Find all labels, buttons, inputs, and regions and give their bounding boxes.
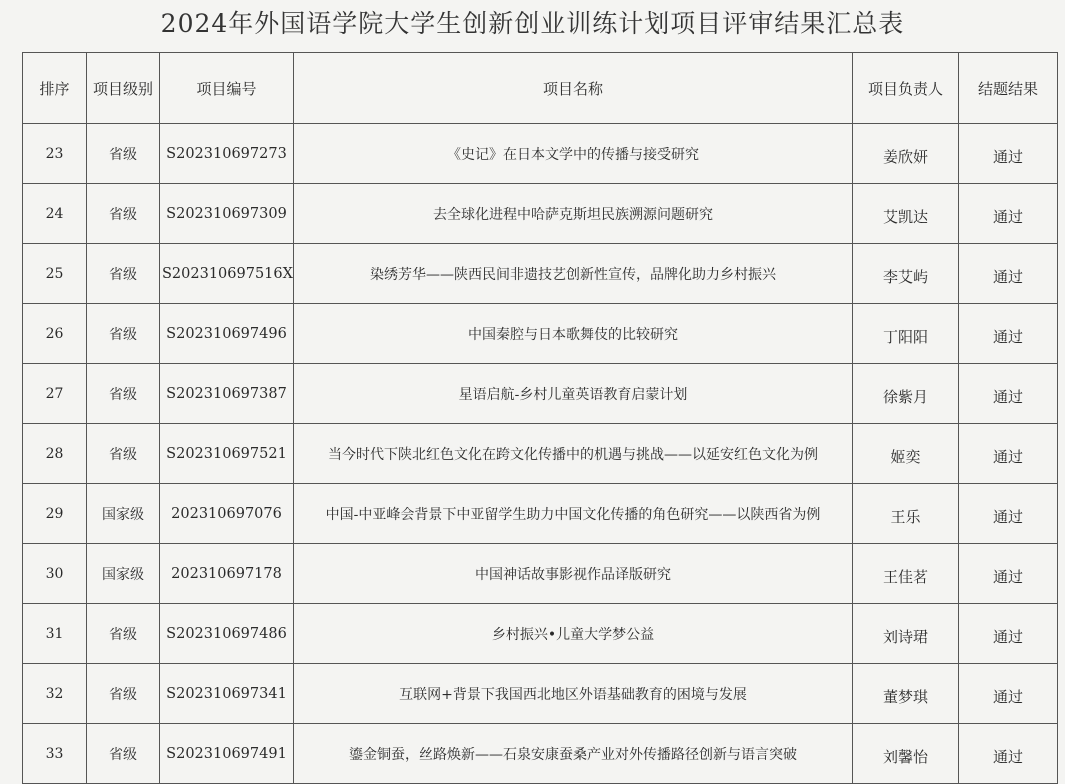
- table-row: [23, 484, 1058, 544]
- table-cell-level: 省级: [87, 664, 160, 724]
- table-cell-rank: 33: [23, 724, 87, 784]
- table-row: [23, 304, 1058, 364]
- table-cell-rank: 32: [23, 664, 87, 724]
- table-cell-name: 染绣芳华——陕西民间非遗技艺创新性宣传，品牌化助力乡村振兴: [294, 244, 853, 304]
- table-cell-leader: 艾凯达: [853, 184, 959, 244]
- table-cell-result: 通过: [959, 724, 1058, 784]
- table-cell-result: 通过: [959, 304, 1058, 364]
- table-cell-leader: 刘诗珺: [853, 604, 959, 664]
- header-code: 项目编号: [160, 53, 294, 124]
- table-cell-result: 通过: [959, 244, 1058, 304]
- table-cell-code: 202310697178: [160, 544, 294, 604]
- table-cell-result: 通过: [959, 184, 1058, 244]
- table-row: [23, 244, 1058, 304]
- table-cell-name: 《史记》在日本文学中的传播与接受研究: [294, 124, 853, 184]
- table-cell-level: 省级: [87, 424, 160, 484]
- table-cell-result: 通过: [959, 484, 1058, 544]
- results-table: [22, 52, 1058, 784]
- table-cell-code: S202310697486: [160, 604, 294, 664]
- table-cell-level: 省级: [87, 244, 160, 304]
- table-cell-name: 中国神话故事影视作品译版研究: [294, 544, 853, 604]
- table-cell-leader: 姬奕: [853, 424, 959, 484]
- table-row: [23, 664, 1058, 724]
- table-cell-rank: 26: [23, 304, 87, 364]
- table-row: [23, 724, 1058, 784]
- table-cell-rank: 28: [23, 424, 87, 484]
- table-cell-rank: 29: [23, 484, 87, 544]
- table-cell-code: S202310697387: [160, 364, 294, 424]
- table-cell-code: S202310697516X: [160, 244, 294, 304]
- table-cell-code: S202310697309: [160, 184, 294, 244]
- table-cell-leader: 王乐: [853, 484, 959, 544]
- table-cell-rank: 24: [23, 184, 87, 244]
- table-cell-leader: 李艾屿: [853, 244, 959, 304]
- table-row: [23, 364, 1058, 424]
- table-row: [23, 604, 1058, 664]
- table-cell-level: 省级: [87, 724, 160, 784]
- table-cell-rank: 30: [23, 544, 87, 604]
- table-cell-result: 通过: [959, 604, 1058, 664]
- table-body: [23, 124, 1058, 784]
- table-cell-leader: 丁阳阳: [853, 304, 959, 364]
- header-rank: 排序: [23, 53, 87, 124]
- table-row: [23, 124, 1058, 184]
- table-cell-rank: 27: [23, 364, 87, 424]
- header-name: 项目名称: [294, 53, 853, 124]
- table-row: [23, 184, 1058, 244]
- table-cell-name: 乡村振兴•儿童大学梦公益: [294, 604, 853, 664]
- table-cell-rank: 23: [23, 124, 87, 184]
- table-cell-result: 通过: [959, 424, 1058, 484]
- table-cell-name: 星语启航-乡村儿童英语教育启蒙计划: [294, 364, 853, 424]
- table-cell-name: 去全球化进程中哈萨克斯坦民族溯源问题研究: [294, 184, 853, 244]
- table-cell-result: 通过: [959, 664, 1058, 724]
- header-row: [23, 53, 1058, 124]
- table-cell-level: 省级: [87, 604, 160, 664]
- table-cell-leader: 董梦琪: [853, 664, 959, 724]
- table-cell-name: 中国秦腔与日本歌舞伎的比较研究: [294, 304, 853, 364]
- table-cell-rank: 25: [23, 244, 87, 304]
- table-cell-leader: 王佳茗: [853, 544, 959, 604]
- header-level: 项目级别: [87, 53, 160, 124]
- table-cell-code: S202310697491: [160, 724, 294, 784]
- table-cell-name: 中国-中亚峰会背景下中亚留学生助力中国文化传播的角色研究——以陕西省为例: [294, 484, 853, 544]
- table-cell-code: 202310697076: [160, 484, 294, 544]
- table-cell-code: S202310697341: [160, 664, 294, 724]
- table-row: [23, 424, 1058, 484]
- table-row: [23, 544, 1058, 604]
- table-cell-name: 当今时代下陕北红色文化在跨文化传播中的机遇与挑战——以延安红色文化为例: [294, 424, 853, 484]
- table-cell-level: 国家级: [87, 484, 160, 544]
- table-cell-leader: 刘馨怡: [853, 724, 959, 784]
- table-cell-level: 省级: [87, 184, 160, 244]
- table-cell-name: 互联网+背景下我国西北地区外语基础教育的困境与发展: [294, 664, 853, 724]
- table-cell-result: 通过: [959, 364, 1058, 424]
- table-cell-result: 通过: [959, 124, 1058, 184]
- header-leader: 项目负责人: [853, 53, 959, 124]
- table-cell-code: S202310697496: [160, 304, 294, 364]
- header-result: 结题结果: [959, 53, 1058, 124]
- table-cell-leader: 姜欣妍: [853, 124, 959, 184]
- table-cell-result: 通过: [959, 544, 1058, 604]
- table-cell-rank: 31: [23, 604, 87, 664]
- page-title: 2024年外国语学院大学生创新创业训练计划项目评审结果汇总表: [160, 9, 905, 38]
- table-cell-level: 省级: [87, 304, 160, 364]
- table-cell-code: S202310697273: [160, 124, 294, 184]
- table-cell-level: 省级: [87, 364, 160, 424]
- table-cell-leader: 徐紫月: [853, 364, 959, 424]
- table-cell-name: 鎏金铜蚕，丝路焕新——石泉安康蚕桑产业对外传播路径创新与语言突破: [294, 724, 853, 784]
- table-cell-level: 省级: [87, 124, 160, 184]
- table-cell-code: S202310697521: [160, 424, 294, 484]
- table-cell-level: 国家级: [87, 544, 160, 604]
